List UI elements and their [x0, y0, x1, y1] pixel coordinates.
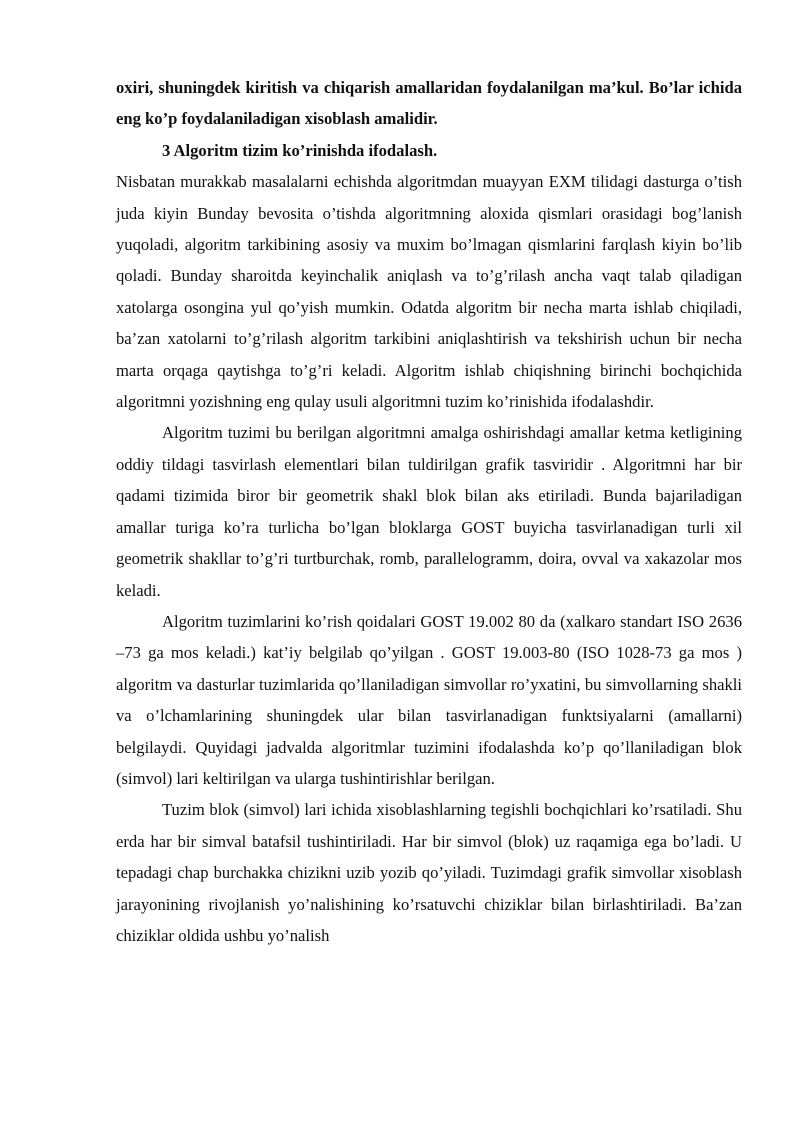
paragraph-4: Tuzim blok (simvol) lari ichida xisoblashlarning tegishli bochqichlari ko’rsatiladi. Shu erda har bir simval batafsil tushintiriladi. Har bir simvol (blok) uz raqamiga ega bo’ladi. U tepadagi chap burchakka chizikni uzib yozib qo’yiladi. Tuzimdagi grafik simvollar xisoblash jarayonining rivojlanish yo’nalishining ko’rsatuvchi chiziklar bilan birlashtiriladi. Ba’zan chiziklar oldida ushbu yo’nalish [116, 800, 742, 945]
document-page [116, 72, 742, 951]
section-heading: 3 Algoritm tizim ko’rinishda ifodalash. [162, 140, 438, 160]
paragraph-2: Algoritm tuzimi bu berilgan algoritmni amalga oshirishdagi amallar ketma ketligining oddiy tildagi tasvirlash elementlari bilan tuldirilgan grafik tasviridir . Algoritmni har bir qadami tizimida biror bir geometrik shakl blok bilan aks etiriladi. Bunda bajariladigan amallar turiga ko’ra turlicha bo’lgan bloklarga GOST buyicha tasvirlanadigan turli xil geometrik shakllar to’g’ri turtburchak, romb, parallelogramm, doira, ovval va xakazolar mos keladi. [116, 423, 742, 600]
intro-paragraph: oxiri, shuningdek kiritish va chiqarish amallaridan foydalanilgan ma’kul. Bo’lar ichida eng ko’p foydalaniladigan xisoblash amalidir. [116, 78, 742, 129]
paragraph-3: Algoritm tuzimlarini ko’rish qoidalari GOST 19.002 80 da (xalkaro standart ISO 2636 –73 ga mos keladi.) kat’iy belgilab qo’yilgan . GOST 19.003-80 (ISO 1028-73 ga mos ) algoritm va dasturlar tuzimlarida qo’llaniladigan simvollar ro’yxatini, bu simvollarning shakli va o’lchamlarining shuningdek ular bilan tasvirlanadigan funktsiyalarni (amallarni) belgilaydi. Quyidagi jadvalda algoritmlar tuzimini ifodalashda ko’p qo’llaniladigan blok (simvol) lari keltirilgan va ularga tushintirishlar berilgan. [116, 611, 742, 788]
paragraph-1: Nisbatan murakkab masalalarni echishda algoritmdan muayyan EXM tilidagi dasturga o’tish juda kiyin Bunday bevosita o’tishda algoritmning aloxida qismlari orasidagi bog’lanish yuqoladi, algoritm tarkibining asosiy va muxim bo’lmagan qismlarini farqlash kiyin bo’lib qoladi. Bunday sharoitda keyinchalik aniqlash va to’g’rilash ancha vaqt talab qiladigan xatolarga osongina yul qo’yish mumkin. Odatda algoritm bir necha marta ishlab chiqiladi, ba’zan xatolarni to’g’rilash algoritm tarkibini aniqlashtirish va tekshirish uchun bir necha marta orqaga qaytishga to’g’ri keladi. Algoritm ishlab chiqishning birinchi bochqichida algoritmni yozishning eng qulay usuli algoritmni tuzim ko’rinishida ifodalashdir. [116, 172, 742, 412]
